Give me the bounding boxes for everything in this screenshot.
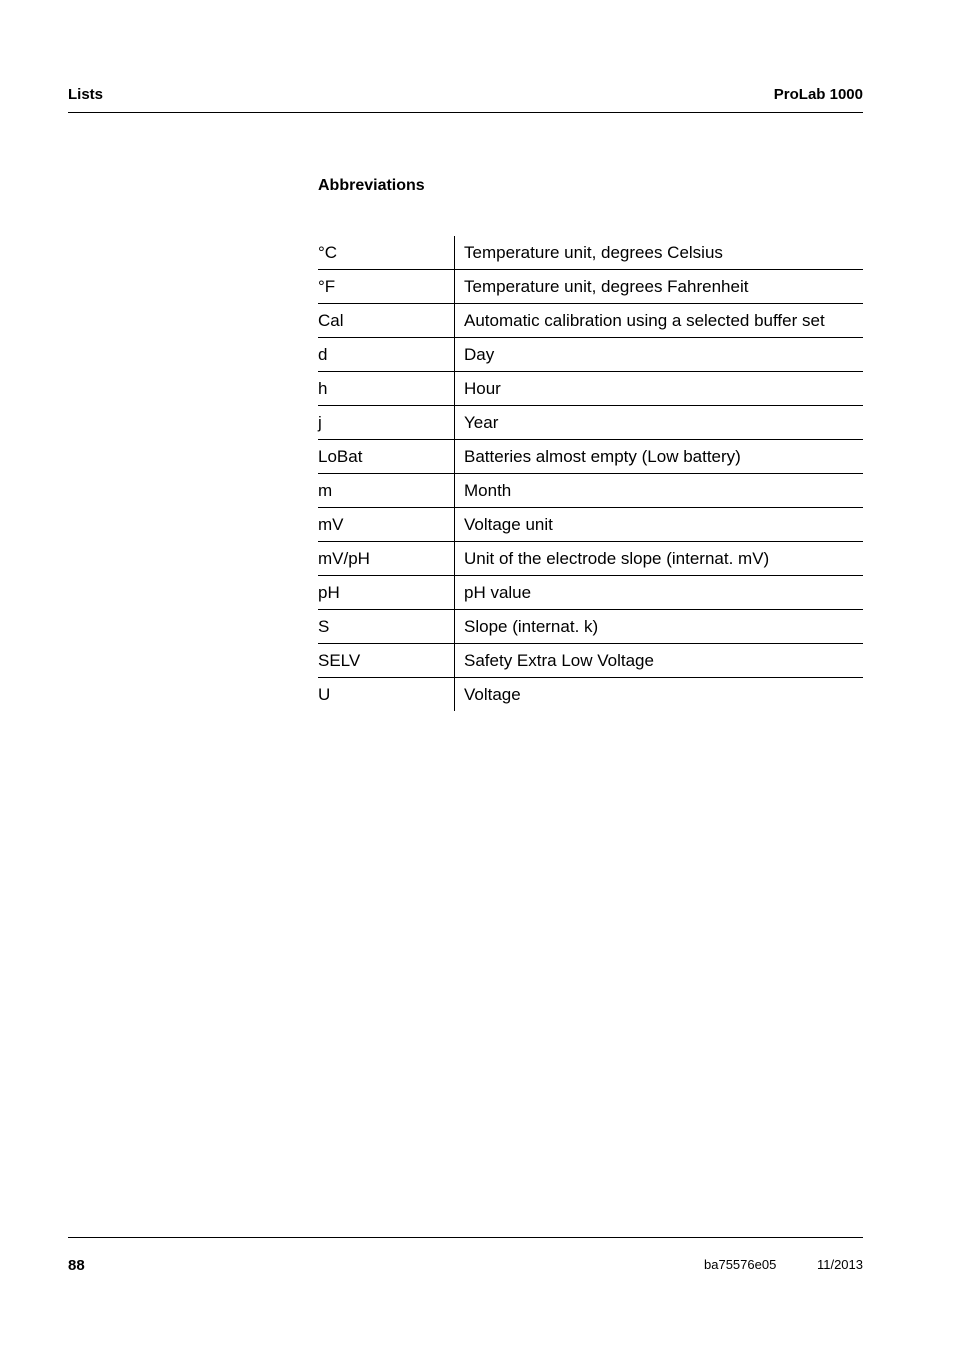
abbr-term: mV [318, 508, 455, 542]
abbr-definition: Year [455, 406, 864, 440]
table-row [318, 576, 863, 610]
abbr-definition: Batteries almost empty (Low battery) [455, 440, 864, 474]
table-row [318, 610, 863, 644]
table-row [318, 474, 863, 508]
abbr-definition: Voltage [455, 678, 864, 712]
abbr-term: U [318, 678, 455, 712]
table-row [318, 440, 863, 474]
abbr-term: m [318, 474, 455, 508]
table-row [318, 508, 863, 542]
table-row [318, 644, 863, 678]
document-id: ba75576e05 [704, 1257, 777, 1272]
abbr-definition: Day [455, 338, 864, 372]
page-number: 88 [68, 1257, 85, 1274]
table-row [318, 270, 863, 304]
document-date: 11/2013 [816, 1257, 863, 1272]
header-section: Lists [68, 86, 104, 103]
table-row [318, 406, 863, 440]
abbr-term: LoBat [318, 440, 455, 474]
abbr-term: S [318, 610, 455, 644]
abbr-term: SELV [318, 644, 455, 678]
abbr-term: mV/pH [318, 542, 455, 576]
footer-divider [68, 1237, 863, 1238]
header-product: ProLab 1000 [773, 86, 863, 103]
abbr-term: Cal [318, 304, 455, 338]
header-divider [68, 112, 863, 113]
table-row [318, 542, 863, 576]
abbreviations-table [318, 236, 863, 711]
abbr-term: j [318, 406, 455, 440]
abbr-term: pH [318, 576, 455, 610]
abbr-term: h [318, 372, 455, 406]
table-row [318, 304, 863, 338]
abbr-definition: Hour [455, 372, 864, 406]
section-title: Abbreviations [318, 177, 425, 194]
abbr-definition: Safety Extra Low Voltage [455, 644, 864, 678]
abbr-definition: Automatic calibration using a selected buffer set [455, 304, 864, 338]
abbr-definition: Temperature unit, degrees Fahrenheit [455, 270, 864, 304]
table-row [318, 236, 863, 270]
table-row [318, 372, 863, 406]
abbr-term: °C [318, 236, 455, 270]
page-header [68, 86, 863, 106]
abbr-definition: Month [455, 474, 864, 508]
abbr-definition: Voltage unit [455, 508, 864, 542]
abbr-definition: Slope (internat. k) [455, 610, 864, 644]
abbr-definition: pH value [455, 576, 864, 610]
table-row [318, 678, 863, 712]
abbr-term: °F [318, 270, 455, 304]
abbr-definition: Temperature unit, degrees Celsius [464, 242, 723, 262]
table-row [318, 338, 863, 372]
abbr-definition: Unit of the electrode slope (internat. mV) [455, 542, 864, 576]
abbr-term: d [318, 338, 455, 372]
